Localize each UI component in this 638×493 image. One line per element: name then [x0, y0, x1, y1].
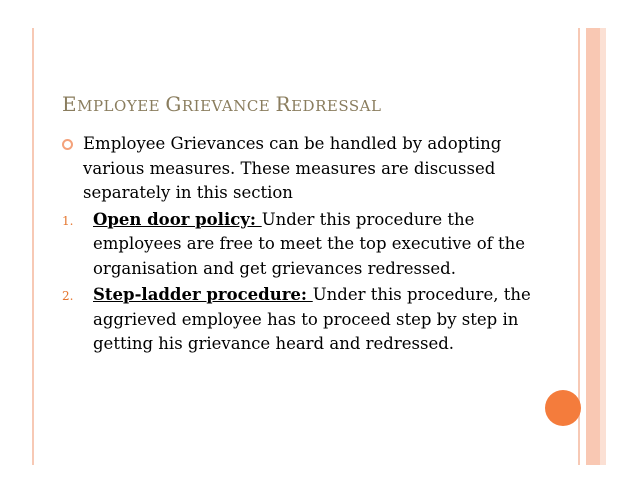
right-decor-bar-edge	[600, 28, 606, 465]
list-item-text: Under this procedure, the aggrieved employee has to proceed step by step in getting his grievance heard and redressed.	[93, 285, 531, 353]
intro-bullet	[62, 132, 532, 206]
list-item-open-door	[62, 208, 532, 282]
list-item-text: Under this procedure the employees are free to meet the top executive of the organisation and get grievances redressed.	[93, 209, 525, 278]
title-word-1: EMPLOYEE	[62, 92, 161, 116]
list-item-term: Open door policy:	[93, 209, 262, 229]
list-number: 1.	[62, 213, 74, 228]
right-decor-bar	[586, 28, 600, 465]
title-word-2: GRIEVANCE	[165, 92, 271, 116]
left-decor-line	[32, 28, 34, 465]
orange-circle-decor	[545, 390, 581, 426]
list-item-step-ladder	[62, 283, 532, 357]
list-item-term: Step-ladder procedure:	[93, 285, 313, 304]
circle-bullet-icon	[62, 139, 73, 150]
slide-content	[62, 132, 532, 357]
slide-title	[62, 92, 381, 116]
intro-bullet-text: Employee Grievances can be handled by adopting various measures. These measures are discussed separately in this section	[83, 134, 502, 202]
list-number: 2.	[62, 289, 74, 303]
title-word-3: REDRESSAL	[275, 92, 382, 116]
